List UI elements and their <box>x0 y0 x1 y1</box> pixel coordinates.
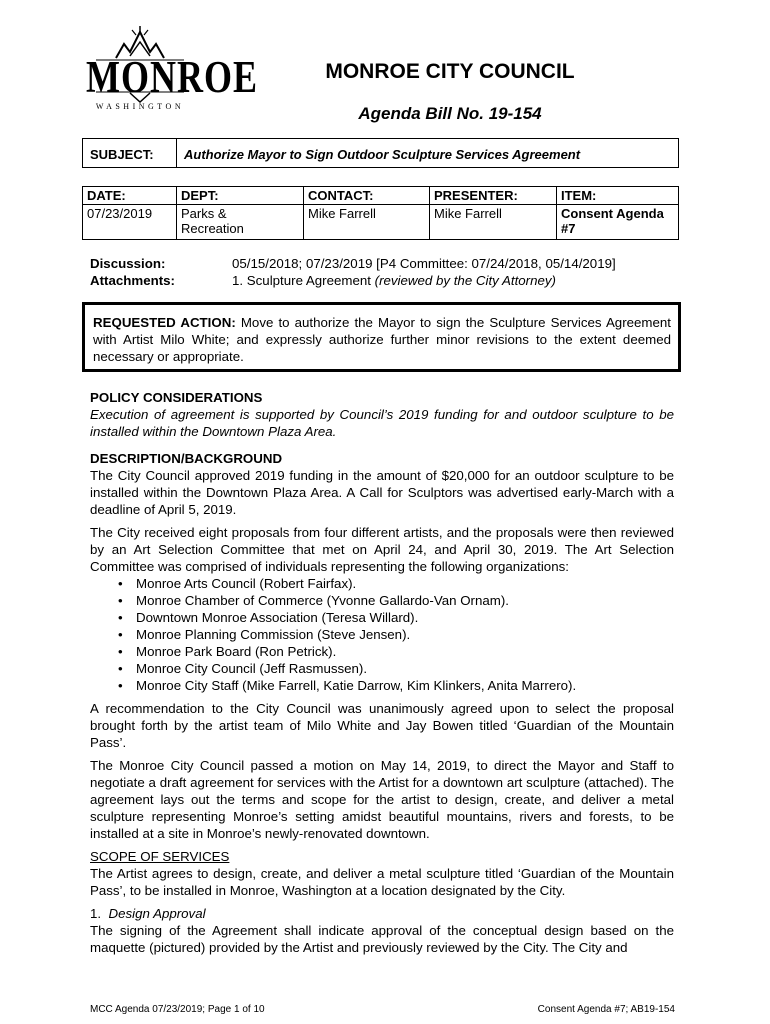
dept-line-2: Recreation <box>181 221 244 236</box>
list-item: • Monroe City Council (Jeff Rasmussen). <box>136 660 674 677</box>
dept-line-1: Parks & <box>181 206 227 221</box>
scope-item-title <box>90 905 674 922</box>
scope-item-label: Design Approval <box>108 906 206 921</box>
monroe-logo <box>86 26 258 118</box>
scope-heading: SCOPE OF SERVICES <box>90 849 230 864</box>
discussion-value: 05/15/2018; 07/23/2019 [P4 Committee: 07/24/2018, 05/14/2019] <box>232 256 616 271</box>
document-body <box>90 389 674 956</box>
footer-page-info: MCC Agenda 07/23/2019; Page 1 of 10 <box>90 1004 265 1015</box>
requested-action-label: REQUESTED ACTION: <box>93 315 236 330</box>
description-paragraph-1: The City Council approved 2019 funding in the amount of $20,000 for an outdoor sculpture to be installed within the Downtown Plaza Area. A Call for Sculptors was advertised early-March with a deadline of April 5, 2019. <box>90 468 674 517</box>
discussion-label: Discussion: <box>90 256 166 271</box>
policy-text: Execution of agreement is supported by Council’s 2019 funding for and outdoor sculpture to be installed within the Downtown Plaza Area. <box>90 407 674 439</box>
scope-item-text: The signing of the Agreement shall indicate approval of the conceptual design based on the maquette (pictured) provided by the Artist and previously reviewed by the City. The City and <box>90 923 674 955</box>
date-header: DATE: <box>83 187 177 205</box>
dept-value <box>177 205 304 240</box>
attachments-label: Attachments: <box>90 273 175 288</box>
list-item: • Monroe City Staff (Mike Farrell, Katie Darrow, Kim Klinkers, Anita Marrero). <box>136 677 674 694</box>
subject-row <box>82 138 679 168</box>
council-title: MONROE CITY COUNCIL <box>325 60 575 83</box>
item-line-1: Consent Agenda <box>561 206 664 221</box>
requested-action-box <box>82 302 681 372</box>
dept-header: DEPT: <box>177 187 304 205</box>
description-paragraph-3: A recommendation to the City Council was unanimously agreed upon to select the proposal brought forth by the artist team of Milo White and Jay Bowen titled ‘Guardian of the Mountain Pass’. <box>90 701 674 750</box>
scope-text: The Artist agrees to design, create, and deliver a metal sculpture titled ‘Guardian of the Mountain Pass’, to be installed in Monroe, Washington at a location designated by the City. <box>90 866 674 898</box>
presenter-value: Mike Farrell <box>430 205 557 240</box>
list-item: • Monroe Planning Commission (Steve Jensen). <box>136 626 674 643</box>
logo-subtitle: WASHINGTON <box>95 102 185 111</box>
requested-action-text: Move to authorize the Mayor to sign the Sculpture Services Agreement with Artist Milo White; and expressly authorize further minor revisions to the extent deemed necessary or appropriate. <box>93 315 671 364</box>
description-paragraph-2: The City received eight proposals from four different artists, and the proposals were then reviewed by an Art Selection Committee that met on April 24, and April 30, 2019. The Art Selection Committee was comprised of individuals representing the following organizations: <box>90 525 674 574</box>
description-paragraph-4: The Monroe City Council passed a motion on May 14, 2019, to direct the Mayor and Staff to negotiate a draft agreement for services with the Artist for a downtown art sculpture (attached). The agreement lays out the terms and scope for the artist to design, create, and deliver a metal sculpture representing Monroe’s setting amidst beautiful mountains, rivers and forests, to be installed at a site in Monroe’s newly-renovated downtown. <box>90 758 674 841</box>
agenda-bill-number: Agenda Bill No. 19-154 <box>358 104 542 123</box>
attachment-note: (reviewed by the City Attorney) <box>374 273 556 288</box>
item-value <box>557 205 679 240</box>
list-item: • Downtown Monroe Association (Teresa Willard). <box>136 609 674 626</box>
date-value: 07/23/2019 <box>83 205 177 240</box>
list-item: • Monroe Chamber of Commerce (Yvonne Gallardo-Van Ornam). <box>136 592 674 609</box>
attachment-item: 1. Sculpture Agreement <box>232 273 375 288</box>
info-header-row <box>83 187 679 205</box>
policy-heading: POLICY CONSIDERATIONS <box>90 390 263 405</box>
contact-header: CONTACT: <box>304 187 430 205</box>
scope-item-number: 1. <box>90 906 102 921</box>
item-line-2: #7 <box>561 221 576 236</box>
subject-value: Authorize Mayor to Sign Outdoor Sculpture Services Agreement <box>184 147 581 162</box>
committee-list <box>90 575 674 694</box>
list-item: • Monroe Park Board (Ron Petrick). <box>136 643 674 660</box>
contact-value: Mike Farrell <box>304 205 430 240</box>
info-value-row <box>83 205 679 240</box>
item-header: ITEM: <box>557 187 679 205</box>
list-item: • Monroe Arts Council (Robert Fairfax). <box>136 575 674 592</box>
presenter-header: PRESENTER: <box>430 187 557 205</box>
agenda-info-table <box>82 186 679 240</box>
footer-agenda-ref: Consent Agenda #7; AB19-154 <box>537 1004 675 1015</box>
attachments-value <box>232 273 556 288</box>
logo-wordmark: MONROE <box>86 52 258 102</box>
subject-label: SUBJECT: <box>83 139 177 167</box>
description-heading: DESCRIPTION/BACKGROUND <box>90 451 283 466</box>
